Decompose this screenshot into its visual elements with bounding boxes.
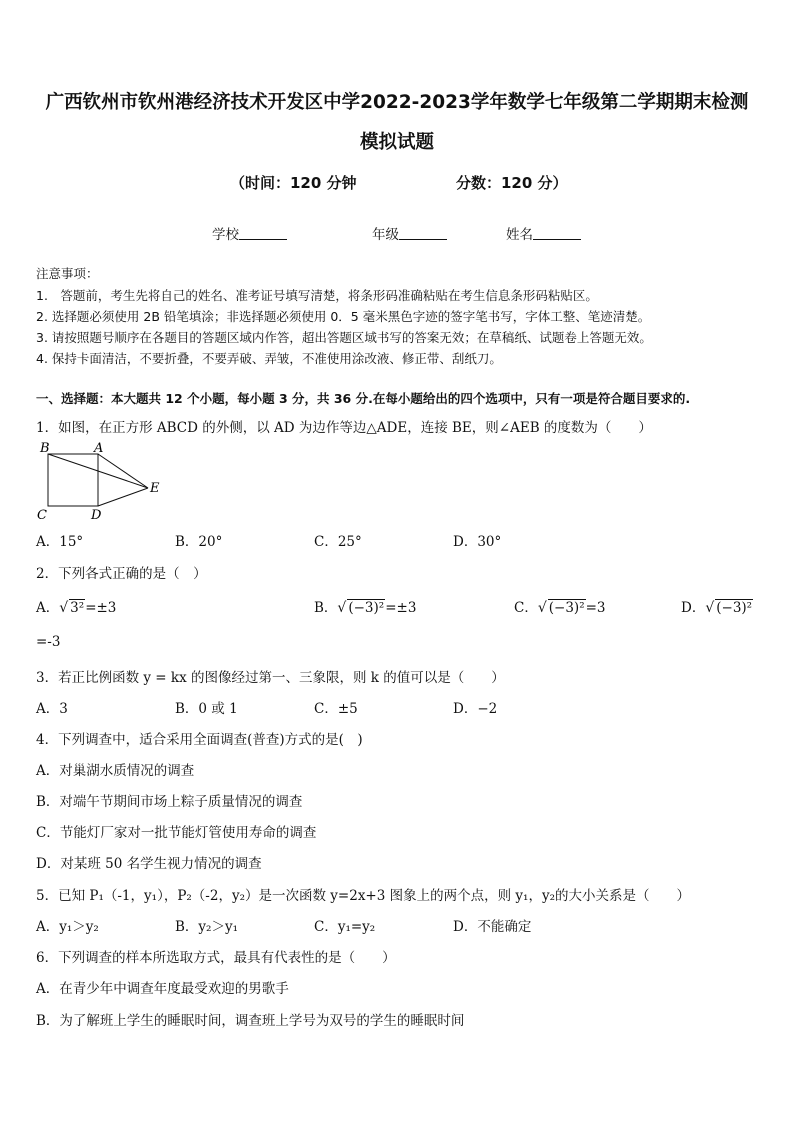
q4-option-d[interactable]: D．对某班 50 名学生视力情况的调查 bbox=[36, 856, 262, 872]
q2-b-rest: =±3 bbox=[385, 600, 417, 616]
sqrt-icon: √ bbox=[59, 600, 69, 616]
q6-stem: 6．下列调查的样本所选取方式，最具有代表性的是（ ） bbox=[36, 950, 396, 966]
school-label: 学校 bbox=[212, 227, 239, 243]
label-c: C bbox=[37, 508, 47, 523]
q5-stem: 5．已知 P₁（-1，y₁），P₂（-2，y₂）是一次函数 y=2x+3 图象上的两个点，则 y₁，y₂的大小关系是（ ） bbox=[36, 888, 690, 904]
q2-c-rest: =3 bbox=[585, 600, 606, 616]
grade-label: 年级 bbox=[372, 227, 399, 243]
exam-score: 分数：120 分） bbox=[456, 174, 568, 192]
square-abcd bbox=[48, 454, 98, 506]
q6-option-a[interactable]: A．在青少年中调查年度最受欢迎的男歌手 bbox=[36, 981, 289, 997]
q2-c-radicand: (−3)² bbox=[548, 600, 585, 616]
label-d: D bbox=[91, 508, 102, 523]
q3-option-a[interactable]: A．3 bbox=[36, 701, 68, 717]
q3-option-d[interactable]: D．−2 bbox=[453, 701, 498, 717]
q3-stem: 3．若正比例函数 y = kx 的图像经过第一、三象限，则 k 的值可以是（ ） bbox=[36, 670, 505, 686]
notice-item-2: 2. 选择题必须使用 2B 铅笔填涂；非选择题必须使用 0．5 毫米黑色字迹的签字笔书写，字体工整、笔迹清楚。 bbox=[36, 309, 651, 324]
q1-stem: 1．如图，在正方形 ABCD 的外侧，以 AD 为边作等边△ADE，连接 BE，则∠AEB 的度数为（ ） bbox=[36, 420, 652, 436]
sqrt-icon: √ bbox=[537, 600, 547, 616]
sqrt-icon: √ bbox=[337, 600, 347, 616]
section-1-heading: 一、选择题：本大题共 12 个小题，每小题 3 分，共 36 分.在每小题给出的四个选项中，只有一项是符合题目要求的. bbox=[36, 391, 691, 406]
school-blank bbox=[239, 227, 287, 240]
notice-item-4: 4. 保持卡面清洁，不要折叠，不要弄破、弄皱，不准使用涂改液、修正带、刮纸刀。 bbox=[36, 351, 502, 366]
q5-option-a[interactable]: A．y₁＞y₂ bbox=[36, 919, 99, 935]
exam-title-line2: 模拟试题 bbox=[359, 132, 434, 153]
q1-option-a[interactable]: A．15° bbox=[36, 534, 84, 550]
notice-heading: 注意事项： bbox=[36, 266, 99, 281]
q4-option-a[interactable]: A．对巢湖水质情况的调查 bbox=[36, 763, 195, 779]
q5-option-b[interactable]: B．y₂＞y₁ bbox=[175, 919, 238, 935]
q2-d-rest: =-3 bbox=[36, 634, 61, 650]
sqrt-icon: √ bbox=[705, 600, 715, 616]
label-b: B bbox=[40, 441, 50, 456]
q2-b-radicand: (−3)² bbox=[348, 600, 385, 616]
q2-option-c[interactable] bbox=[514, 596, 606, 616]
q2-b-prefix: B． bbox=[314, 600, 338, 616]
grade-blank bbox=[399, 227, 447, 240]
q2-a-radicand: 3² bbox=[70, 600, 85, 616]
q2-option-a[interactable] bbox=[36, 596, 116, 616]
segment-de bbox=[98, 488, 148, 506]
q1-figure bbox=[34, 438, 164, 524]
q2-d-prefix: D． bbox=[681, 600, 706, 616]
name-blank bbox=[533, 227, 581, 240]
q2-option-b[interactable] bbox=[314, 596, 416, 616]
q4-option-c[interactable]: C．节能灯厂家对一批节能灯管使用寿命的调查 bbox=[36, 825, 317, 841]
q2-c-prefix: C． bbox=[514, 600, 538, 616]
label-e: E bbox=[150, 481, 160, 496]
exam-title-line1: 广西钦州市钦州港经济技术开发区中学2022-2023学年数学七年级第二学期期末检测 bbox=[45, 92, 749, 113]
q2-stem: 2．下列各式正确的是（ ） bbox=[36, 566, 207, 582]
exam-time: （时间：120 分钟 bbox=[230, 174, 357, 192]
q2-d-radicand: (−3)² bbox=[716, 600, 753, 616]
q4-stem: 4．下列调查中，适合采用全面调查(普查)方式的是( ) bbox=[36, 732, 363, 748]
name-label: 姓名 bbox=[506, 227, 533, 243]
q2-a-prefix: A． bbox=[36, 600, 60, 616]
grade-field[interactable] bbox=[372, 223, 447, 243]
q1-option-b[interactable]: B．20° bbox=[175, 534, 223, 550]
q2-option-d[interactable] bbox=[681, 596, 794, 616]
segment-ae bbox=[98, 454, 148, 488]
notice-item-3: 3. 请按照题号顺序在各题目的答题区域内作答，超出答题区域书写的答案无效；在草稿纸、试题卷上答题无效。 bbox=[36, 330, 652, 345]
q4-option-b[interactable]: B．对端午节期间市场上粽子质量情况的调查 bbox=[36, 794, 303, 810]
school-field[interactable] bbox=[212, 223, 287, 243]
q3-option-c[interactable]: C．±5 bbox=[314, 701, 358, 717]
q1-option-c[interactable]: C．25° bbox=[314, 534, 362, 550]
q2-a-rest: =±3 bbox=[85, 600, 117, 616]
label-a: A bbox=[94, 441, 104, 456]
q5-option-d[interactable]: D．不能确定 bbox=[453, 919, 532, 935]
name-field[interactable] bbox=[506, 223, 581, 243]
q6-option-b[interactable]: B．为了解班上学生的睡眠时间，调查班上学号为双号的学生的睡眠时间 bbox=[36, 1013, 465, 1029]
q1-option-d[interactable]: D．30° bbox=[453, 534, 502, 550]
notice-item-1: 1. 答题前，考生先将自己的姓名、准考证号填写清楚，将条形码准确粘贴在考生信息条形码粘贴区。 bbox=[36, 288, 598, 303]
q3-option-b[interactable]: B．0 或 1 bbox=[175, 701, 238, 717]
q5-option-c[interactable]: C．y₁=y₂ bbox=[314, 919, 376, 935]
